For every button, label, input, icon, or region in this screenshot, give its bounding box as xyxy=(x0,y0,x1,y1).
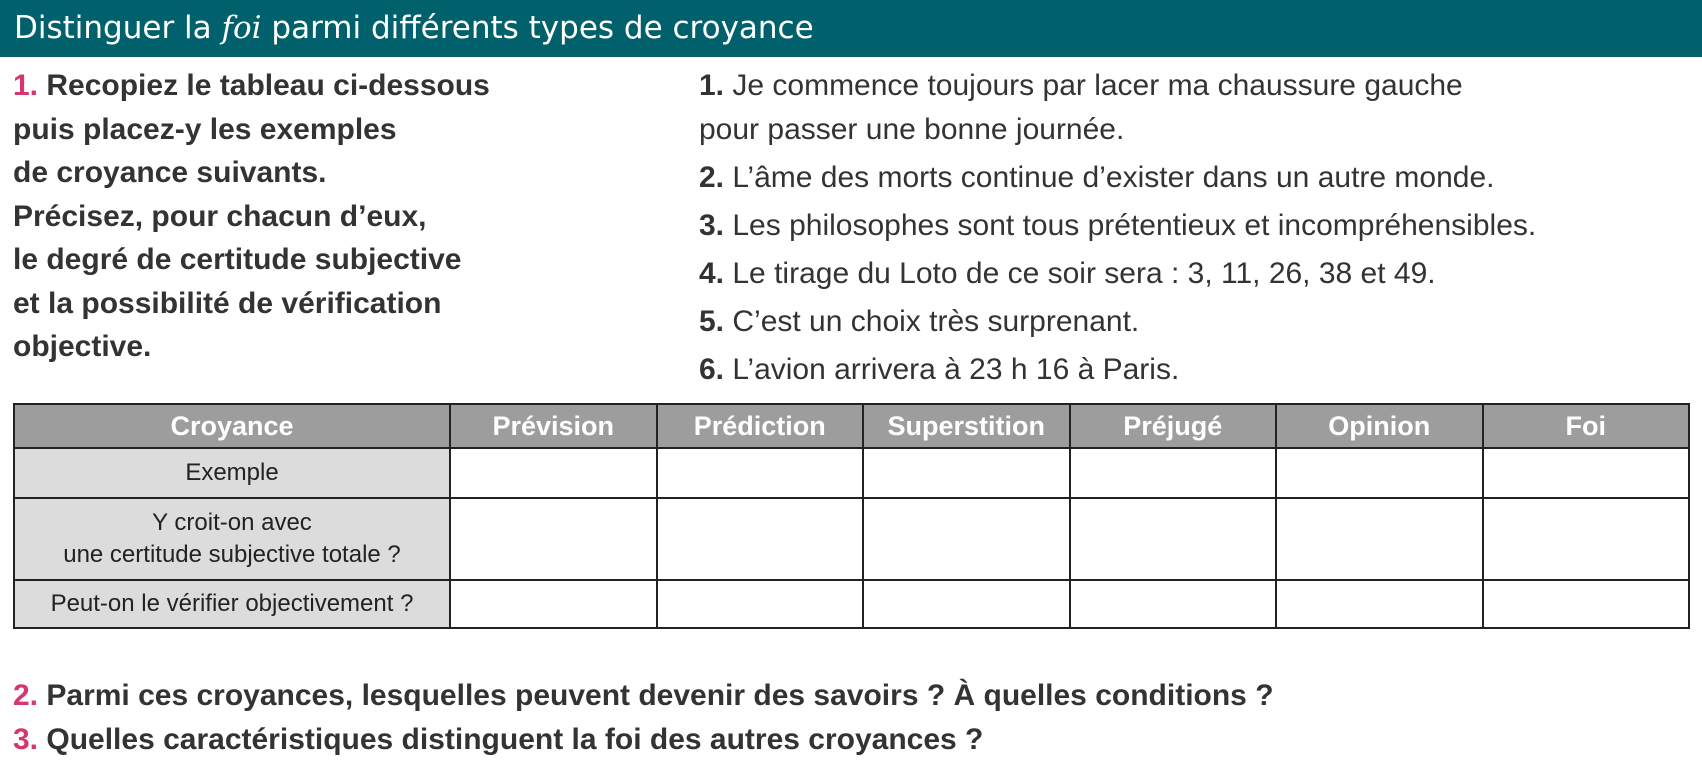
section-title-bar xyxy=(0,0,1702,57)
header-cell-croyance: Croyance xyxy=(14,404,450,448)
header-cell-prejuge: Préjugé xyxy=(1070,404,1277,448)
example-number: 2. xyxy=(699,161,725,194)
table-cell xyxy=(1070,498,1277,580)
table-cell xyxy=(863,448,1070,498)
example-number: 3. xyxy=(699,209,725,242)
header-cell-prediction: Prédiction xyxy=(657,404,864,448)
header-cell-prevision: Prévision xyxy=(450,404,657,448)
question-1-line: de croyance suivants. xyxy=(13,156,327,189)
example-item: 4. Le tirage du Loto de ce soir sera : 3, 11, 26, 38 et 49. xyxy=(699,257,1436,290)
question-1 xyxy=(13,64,653,369)
question-1-line: Précisez, pour chacun d’eux, xyxy=(13,199,427,233)
table-cell xyxy=(863,580,1070,628)
header-cell-foi: Foi xyxy=(1483,404,1690,448)
table-cell xyxy=(657,498,864,580)
question-number: 2. xyxy=(13,679,39,712)
table-row xyxy=(14,448,1689,498)
question-1-line: puis placez-y les exemples xyxy=(13,112,397,146)
table-cell xyxy=(1070,580,1277,628)
example-item: 2. L’âme des morts continue d’exister dans un autre monde. xyxy=(699,161,1495,194)
table-row xyxy=(14,580,1689,628)
header-cell-superstition: Superstition xyxy=(863,404,1070,448)
table-cell xyxy=(863,498,1070,580)
table-cell xyxy=(450,580,657,628)
example-number: 5. xyxy=(699,305,725,338)
table-cell xyxy=(450,498,657,580)
table-cell xyxy=(1276,498,1483,580)
row-label-exemple: Exemple xyxy=(14,448,450,498)
table-cell xyxy=(657,448,864,498)
question-number: 3. xyxy=(13,723,39,756)
title-text: Distinguer la xyxy=(14,10,222,46)
example-item: 6. L’avion arrivera à 23 h 16 à Paris. xyxy=(699,353,1180,386)
table-cell xyxy=(1276,448,1483,498)
table-cell xyxy=(1483,448,1690,498)
question-1-line: 1. Recopiez le tableau ci-dessous xyxy=(13,69,490,102)
example-item: 3. Les philosophes sont tous prétentieux et incompréhensibles. xyxy=(699,209,1537,242)
question-3: 3. Quelles caractéristiques distinguent la foi des autres croyances ? xyxy=(13,723,984,756)
example-number: 1. xyxy=(699,69,725,102)
table-cell xyxy=(1070,448,1277,498)
table-header-row xyxy=(14,404,1689,448)
example-number: 4. xyxy=(699,257,725,290)
row-label-verification: Peut-on le vérifier objectivement ? xyxy=(14,580,450,628)
row-label-certitude: Y croit-on avec une certitude subjective totale ? xyxy=(14,498,450,580)
example-number: 6. xyxy=(699,353,725,386)
example-item: 5. C’est un choix très surprenant. xyxy=(699,305,1140,338)
question-number: 1. xyxy=(13,69,39,102)
belief-examples-list xyxy=(699,64,1699,392)
example-item: 1. Je commence toujours par lacer ma chaussure gauche pour passer une bonne journée. xyxy=(699,69,1463,146)
question-1-line: et la possibilité de vérification xyxy=(13,286,442,320)
table-row xyxy=(14,498,1689,580)
question-1-line: objective. xyxy=(13,330,152,363)
table-cell xyxy=(1276,580,1483,628)
table-cell xyxy=(1483,498,1690,580)
question-1-line: le degré de certitude subjective xyxy=(13,243,462,276)
table-cell xyxy=(1483,580,1690,628)
belief-table xyxy=(13,403,1690,629)
title-emphasis: foi xyxy=(221,10,262,46)
table-cell xyxy=(450,448,657,498)
question-2: 2. Parmi ces croyances, lesquelles peuvent devenir des savoirs ? À quelles conditions ? xyxy=(13,679,1274,712)
table-cell xyxy=(657,580,864,628)
title-text-end: parmi différents types de croyance xyxy=(261,10,814,46)
header-cell-opinion: Opinion xyxy=(1276,404,1483,448)
